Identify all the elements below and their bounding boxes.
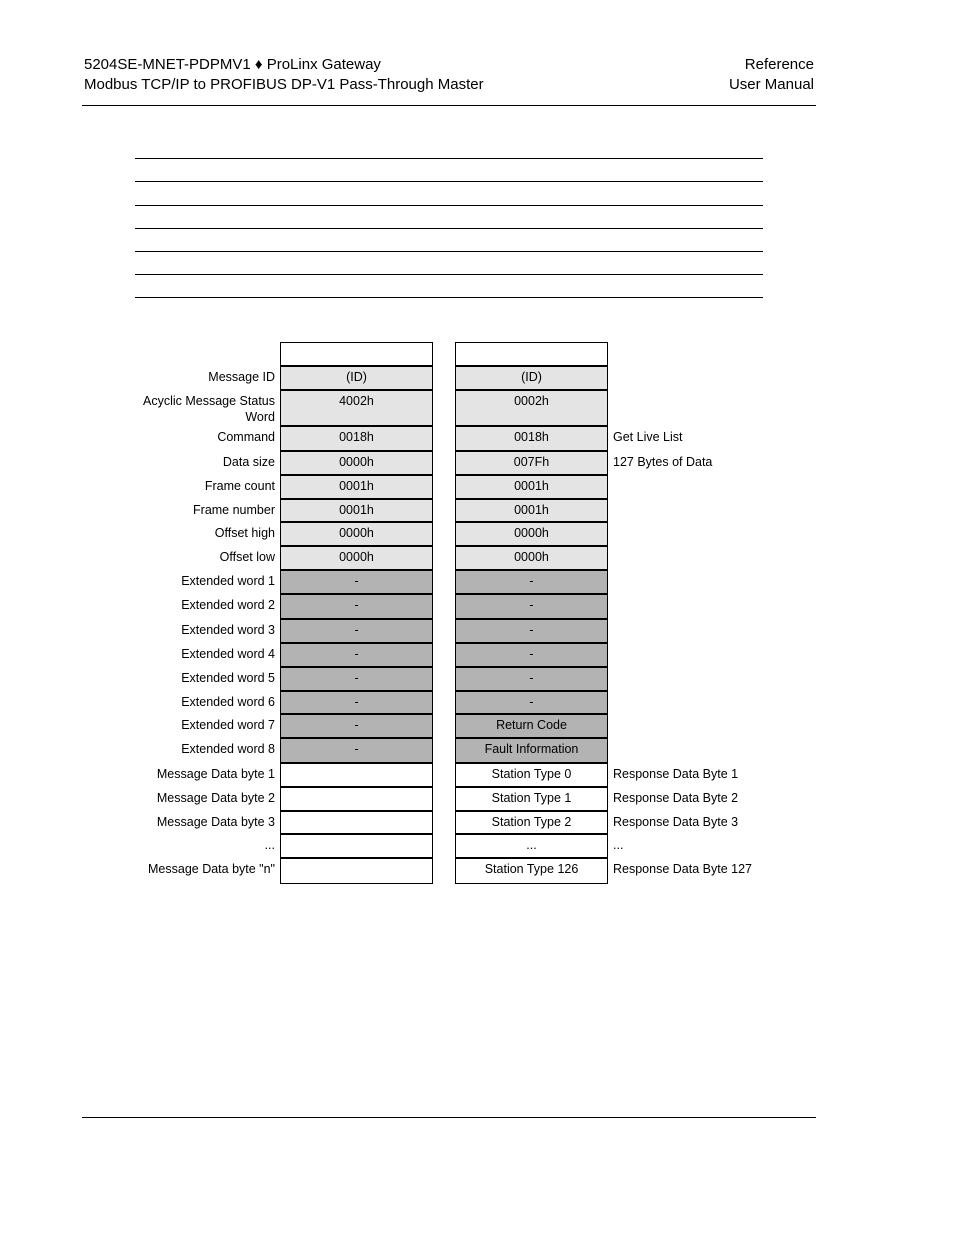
response-cell: - (455, 619, 608, 643)
field-label: Extended word 2 (181, 598, 275, 612)
response-cell: Station Type 126 (455, 858, 608, 884)
response-cell: 0000h (455, 546, 608, 570)
response-cell: Fault Information (455, 738, 608, 763)
request-cell: - (280, 691, 433, 714)
field-label: Command (217, 430, 275, 444)
response-note: Response Data Byte 2 (613, 791, 739, 805)
request-cell (280, 811, 433, 834)
response-note: Response Data Byte 1 (613, 767, 739, 781)
section-name: Reference (744, 56, 814, 73)
document-title: 5204SE-MNET-PDPMV1 ♦ ProLinx Gateway (84, 56, 381, 73)
field-label: Message ID (208, 370, 275, 384)
field-label: Extended word 7 (181, 718, 275, 732)
field-label: Extended word 3 (181, 623, 275, 637)
request-cell: - (280, 594, 433, 619)
response-note: Response Data Byte 3 (613, 815, 739, 829)
response-cell: 0002h (455, 390, 608, 426)
header-left (84, 55, 484, 95)
request-cell: - (280, 619, 433, 643)
response-cell: ... (455, 834, 608, 858)
field-label: Extended word 8 (181, 742, 275, 756)
header-divider (82, 105, 816, 106)
response-cell: 007Fh (455, 451, 608, 475)
request-cell (280, 787, 433, 811)
field-label: Data size (222, 455, 275, 469)
response-cell: Station Type 2 (455, 811, 608, 834)
field-label: Message Data byte 1 (156, 767, 275, 781)
response-note: ... (613, 838, 624, 852)
request-cell: - (280, 714, 433, 738)
field-label: Extended word 4 (181, 647, 275, 661)
request-cell: 0001h (280, 499, 433, 522)
field-label: Frame count (204, 479, 275, 493)
request-cell: - (280, 643, 433, 667)
response-cell (455, 342, 608, 366)
manual-type: User Manual (728, 76, 814, 93)
request-cell (280, 834, 433, 858)
response-cell: 0001h (455, 499, 608, 522)
request-cell: 0018h (280, 426, 433, 451)
response-cell: - (455, 643, 608, 667)
field-label: Message Data byte "n" (148, 862, 275, 876)
field-label: Offset high (214, 526, 275, 540)
field-label: Extended word 5 (181, 671, 275, 685)
request-cell: - (280, 667, 433, 691)
request-cell: 0000h (280, 522, 433, 546)
field-label: Message Data byte 3 (156, 815, 275, 829)
response-cell: - (455, 667, 608, 691)
request-cell: 0000h (280, 546, 433, 570)
request-cell: - (280, 738, 433, 763)
response-cell: - (455, 691, 608, 714)
document-subtitle: Modbus TCP/IP to PROFIBUS DP-V1 Pass-Through Master (84, 76, 484, 93)
request-cell: 0001h (280, 475, 433, 499)
field-label: Extended word 1 (181, 574, 275, 588)
request-cell: - (280, 570, 433, 594)
response-cell: - (455, 570, 608, 594)
request-cell: (ID) (280, 366, 433, 390)
response-note: Get Live List (613, 430, 683, 444)
response-cell: (ID) (455, 366, 608, 390)
table-rule (135, 274, 763, 275)
response-cell: Return Code (455, 714, 608, 738)
request-cell (280, 858, 433, 884)
field-label: Offset low (219, 550, 275, 564)
footer-divider (82, 1117, 816, 1118)
request-cell: 0000h (280, 451, 433, 475)
response-note: 127 Bytes of Data (613, 455, 713, 469)
response-note: Response Data Byte 127 (613, 862, 752, 876)
field-label: ... (264, 838, 275, 852)
table-rule (135, 251, 763, 252)
field-label: Frame number (193, 503, 275, 517)
table-rule (135, 228, 763, 229)
table-rule (135, 297, 763, 298)
response-cell: 0000h (455, 522, 608, 546)
response-cell: 0018h (455, 426, 608, 451)
field-label: Message Data byte 2 (156, 791, 275, 805)
field-label: Extended word 6 (181, 695, 275, 709)
table-rule (135, 181, 763, 182)
table-rule (135, 158, 763, 159)
request-cell (280, 763, 433, 787)
header-right (729, 55, 814, 95)
field-label: Acyclic Message Status Word (143, 394, 275, 424)
response-cell: 0001h (455, 475, 608, 499)
table-rule (135, 205, 763, 206)
request-cell (280, 342, 433, 366)
response-cell: Station Type 0 (455, 763, 608, 787)
response-cell: Station Type 1 (455, 787, 608, 811)
response-cell: - (455, 594, 608, 619)
request-cell: 4002h (280, 390, 433, 426)
